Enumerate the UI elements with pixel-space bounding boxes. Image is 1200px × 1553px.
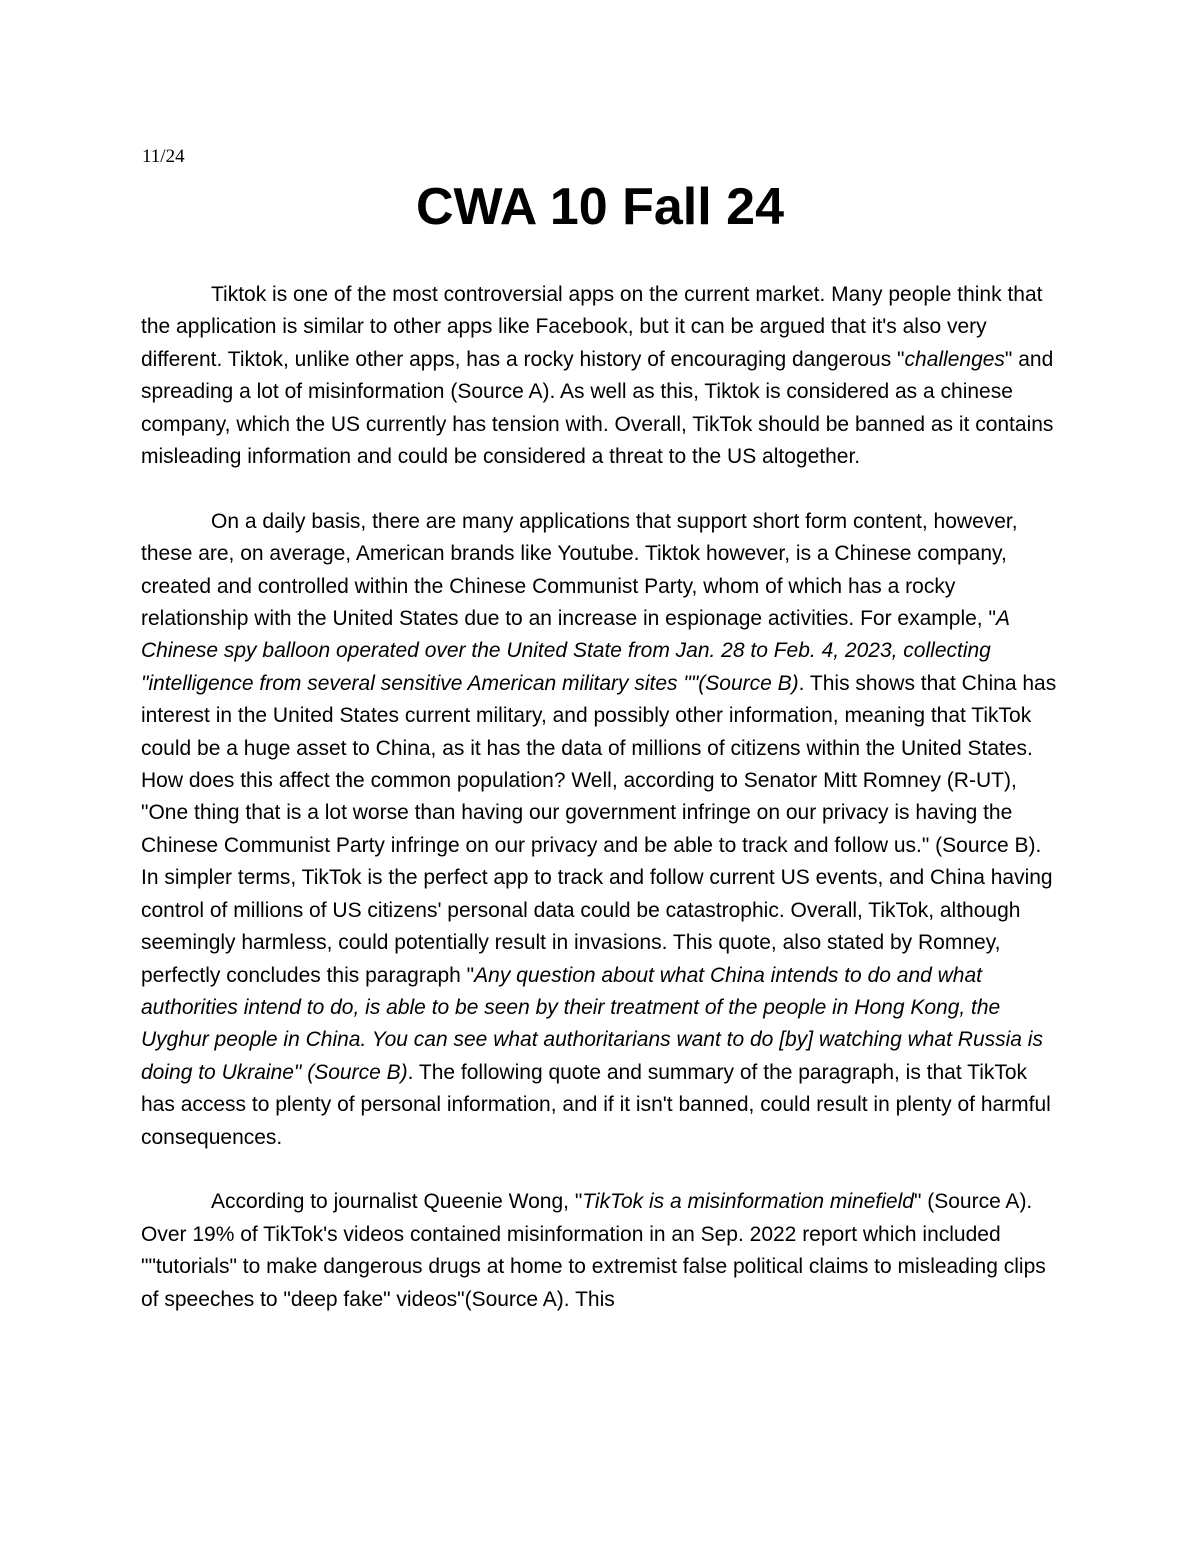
paragraph-text: " and spreading a lot of misinformation (Source A). As well as this, Tiktok is considered as a chinese company, which the US currently has tension with. Overall, TikTok should be banned as it contains misleading information and could be considered a threat to the US altogether. [141,347,1054,469]
date-label: 11/24 [142,146,185,167]
paragraph-text: On a daily basis, there are many applications that support short form content, however, these are, on average, American brands like Youtube. Tiktok however, is a Chinese company, created and controlled within the Chinese Communist Party, whom of which has a rocky relationship with the United States due to an increase in espionage activities. For example, " [141,509,1018,631]
paragraph-text: Tiktok is one of the most controversial apps on the current market. Many people think that the application is similar to other apps like Facebook, but it can be argued that it's also very different. Tiktok, unlike other apps, has a rocky history of encouraging dangerous " [141,283,1043,371]
page-title: CWA 10 Fall 24 [416,178,784,236]
paragraph-body-1 [141,506,1061,1154]
italic-text: challenges [904,347,1005,371]
paragraph-text: . The following quote and summary of the paragraph, is that TikTok has access to plenty of personal information, and if it isn't banned, could result in plenty of harmful consequences. [141,1060,1051,1149]
paragraph-body-2 [141,1186,1061,1316]
italic-quote: TikTok is a misinformation minefield [582,1190,914,1214]
italic-quote: Any question about what China intends to do and what authorities intend to do, is able to be seen by their treatment of the people in Hong Kong, the Uyghur people in China. You can see what authoritarians want to do [by] watching what Russia is doing to Ukraine" (Source B) [141,963,1043,1084]
paragraph-intro [141,279,1061,473]
paragraph-text: According to journalist Queenie Wong, " [211,1190,583,1214]
paragraph-text: . This shows that China has interest in the United States current military, and possibly other information, meaning that TikTok could be a huge asset to China, as it has the data of millions of citizens within the United States. How does this affect the common population? Well, according to Senator Mitt Romney (R-UT), "One thing that is a lot worse than having our government infringe on our privacy is having the Chinese Communist Party infringe on our privacy and be able to track and follow us." (Source B). In simpler terms, TikTok is the perfect app to track and follow current US events, and China having control of millions of US citizens' personal data could be catastrophic. Overall, TikTok, although seemingly harmless, could potentially result in invasions. This quote, also stated by Romney, perfectly concludes this paragraph " [141,671,1057,987]
essay-body [141,279,1061,1316]
italic-quote: A Chinese spy balloon operated over the United State from Jan. 28 to Feb. 4, 2023, collecting "intelligence from several sensitive American military sites ""(Source B) [141,607,1010,695]
paragraph-text: " (Source A). Over 19% of TikTok's videos contained misinformation in an Sep. 2022 report which included ""tutorials" to make dangerous drugs at home to extremist false political claims to misleading clips of speeches to "deep fake" videos"(Source A). This [141,1190,1046,1311]
